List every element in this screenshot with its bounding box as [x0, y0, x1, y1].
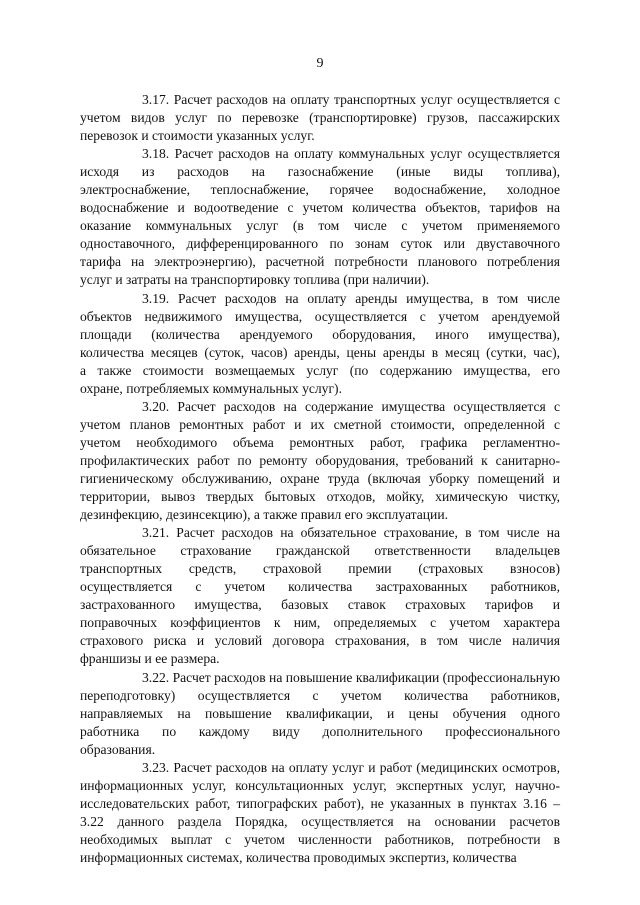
paragraph-line: поправочных коэффициентов к ним, определяемых с учетом характера — [80, 615, 560, 631]
paragraph-line: объектов недвижимого имущества, осуществляется с учетом арендуемой — [80, 308, 560, 324]
paragraph-line: площади (количества арендуемого оборудования, иного имущества), — [80, 326, 560, 342]
paragraph-line: переподготовку) осуществляется с учетом количества работников, — [80, 687, 560, 703]
paragraph-3-21 — [80, 524, 560, 668]
paragraph-line: образования. — [80, 741, 156, 757]
paragraph-line: услуг и затраты на транспортировку топлива (при наличии). — [80, 272, 430, 288]
paragraph-line: исследовательских работ, типографских работ), не указанных в пунктах 3.16 – — [80, 795, 560, 811]
paragraph-line: дезинфекцию, дезинсекцию), а также правил его эксплуатации. — [80, 507, 449, 523]
paragraph-line: работника по каждому виду дополнительного профессионального — [80, 723, 560, 739]
paragraph-line: охране, потребляемых коммунальных услуг). — [80, 380, 342, 396]
paragraph-line: 3.23. Расчет расходов на оплату услуг и работ (медицинских осмотров, — [142, 759, 560, 775]
paragraph-line: информационных услуг, консультационных услуг, экспертных услуг, научно- — [80, 777, 560, 793]
paragraph-3-18 — [80, 145, 560, 289]
paragraph-line: направляемых на повышение квалификации, и цены обучения одного — [80, 705, 560, 721]
paragraph-3-19 — [80, 290, 560, 398]
paragraph-line: транспортных средств, страховой премии (страховых взносов) — [80, 561, 560, 577]
paragraph-line: количества месяцев (суток, часов) аренды, цены аренды в месяц (сутки, час), — [80, 344, 560, 360]
paragraph-line: гигиеническому обслуживанию, охране труда (включая уборку помещений и — [80, 470, 560, 486]
paragraph-line: обязательное страхование гражданской ответственности владельцев — [80, 543, 560, 559]
paragraph-line: 3.19. Расчет расходов на оплату аренды имущества, в том числе — [142, 290, 560, 306]
paragraph-line: франшизы и ее размера. — [80, 651, 220, 667]
paragraph-line: 3.22. Расчет расходов на повышение квалификации (профессиональную — [142, 669, 561, 685]
paragraph-line: профилактических работ по ремонту оборудования, требований к санитарно- — [80, 452, 560, 468]
paragraph-line: 3.20. Расчет расходов на содержание имущества осуществляется с — [142, 398, 560, 414]
paragraph-3-23 — [80, 759, 560, 867]
paragraph-line: 3.17. Расчет расходов на оплату транспортных услуг осуществляется с — [142, 92, 560, 107]
paragraph-line: одноставочного, дифференцированного по зонам суток или двуставочного — [80, 236, 560, 252]
document-body — [80, 91, 560, 867]
paragraph-line: 3.18. Расчет расходов на оплату коммунальных услуг осуществляется — [142, 146, 560, 162]
paragraph-line: учетом планов ремонтных работ и их сметной стоимости, определенной с — [80, 416, 560, 432]
paragraph-line: тарифа на электроэнергию), расчетной потребности планового потребления — [80, 254, 560, 270]
paragraph-line: водоснабжение и водоотведение с учетом количества объектов, тарифов на — [80, 200, 560, 216]
paragraph-line: учетом видов услуг по перевозке (транспортировке) грузов, пассажирских — [80, 110, 560, 126]
paragraph-3-22 — [80, 669, 560, 759]
paragraph-3-20 — [80, 398, 560, 524]
paragraph-line: а также стоимости возмещаемых услуг (по содержанию имущества, его — [80, 362, 560, 378]
paragraph-line: электроснабжение, теплоснабжение, горячее водоснабжение, холодное — [80, 182, 560, 198]
paragraph-line: застрахованного имущества, базовых ставок страховых тарифов и — [80, 597, 560, 613]
page-number: 9 — [316, 56, 324, 71]
paragraph-line: страхового риска и условий договора страхования, в том числе наличия — [80, 633, 560, 649]
paragraph-line: 3.22 данного раздела Порядка, осуществляется на основании расчетов — [80, 813, 560, 829]
paragraph-line: информационных системах, количества проводимых экспертиз, количества — [80, 849, 517, 865]
paragraph-line: осуществляется с учетом количества застрахованных работников, — [80, 579, 560, 595]
paragraph-line: 3.21. Расчет расходов на обязательное страхование, в том числе на — [142, 525, 560, 541]
paragraph-line: учетом необходимого объема ремонтных работ, графика регламентно- — [80, 434, 560, 450]
paragraph-line: оказание коммунальных услуг (в том числе с учетом применяемого — [80, 218, 560, 234]
paragraph-line: территории, вывоз твердых бытовых отходов, мойку, химическую чистку, — [80, 489, 560, 505]
paragraph-line: исходя из расходов на газоснабжение (иные виды топлива), — [80, 164, 560, 180]
paragraph-line: перевозок и стоимости указанных услуг. — [80, 128, 315, 144]
paragraph-line: необходимых выплат с учетом численности работников, потребности в — [80, 831, 560, 847]
paragraph-3-17 — [80, 91, 560, 145]
